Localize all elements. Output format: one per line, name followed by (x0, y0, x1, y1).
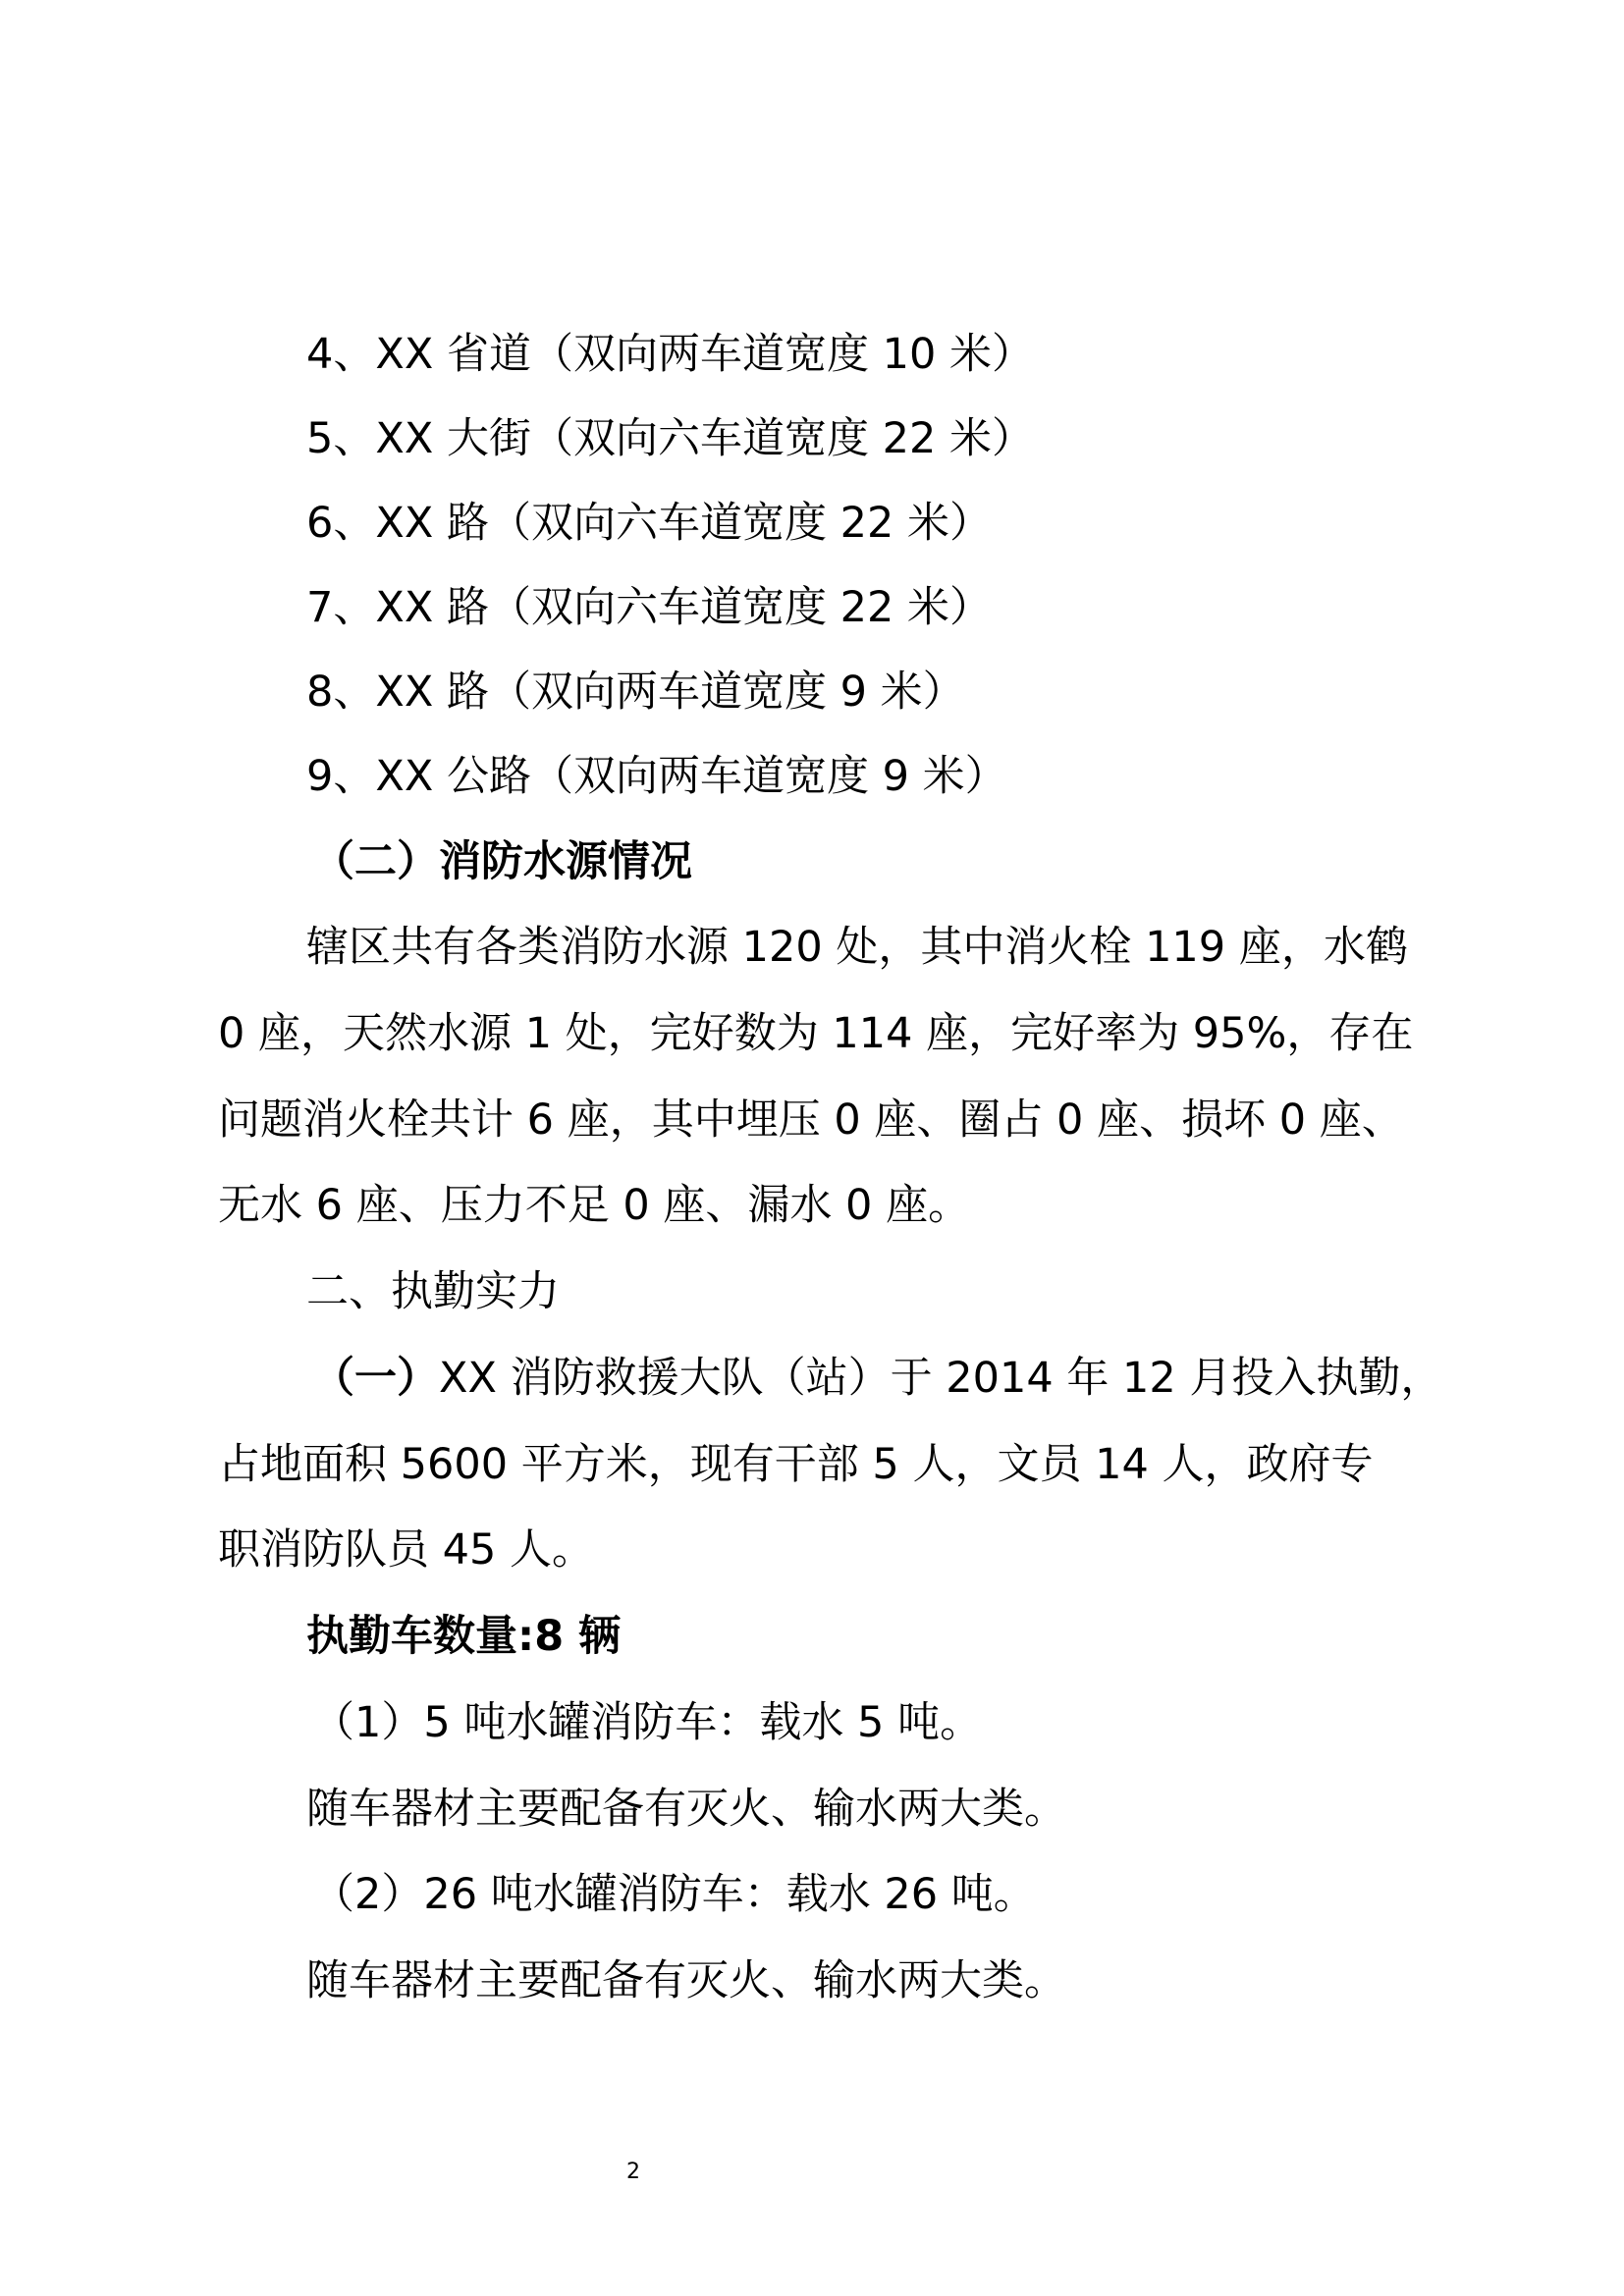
road-item: 7、XX 路（双向六车道宽度 22 米） (306, 583, 992, 632)
road-item: 6、XX 路（双向六车道宽度 22 米） (306, 499, 992, 548)
vehicle-equipment: 随车器材主要配备有灭火、输水两大类。 (306, 1785, 1066, 1834)
unit-prefix: （一） (312, 1354, 439, 1403)
road-item: 5、XX 大街（双向六车道宽度 22 米） (306, 414, 1034, 463)
unit-text: XX 消防救援大队（站）于 2014 年 12 月投入执勤， (439, 1354, 1443, 1403)
section-heading-duty: 二、执勤实力 (306, 1267, 560, 1316)
paragraph-line: 0 座，天然水源 1 处，完好数为 114 座，完好率为 95%，存在 (218, 1009, 1414, 1058)
vehicle-item: （2）26 吨水罐消防车：载水 26 吨。 (312, 1870, 1036, 1919)
paragraph-line: 无水 6 座、压力不足 0 座、漏水 0 座。 (218, 1181, 971, 1230)
section-heading-water-source: （二）消防水源情况 (312, 837, 692, 886)
paragraph-line: 职消防队员 45 人。 (218, 1525, 595, 1575)
page-number: 2 (626, 2160, 640, 2184)
road-item: 4、XX 省道（双向两车道宽度 10 米） (306, 330, 1034, 379)
paragraph-line (312, 1354, 1443, 1403)
vehicle-item: （1）5 吨水罐消防车：载水 5 吨。 (312, 1698, 983, 1747)
road-item: 8、XX 路（双向两车道宽度 9 米） (306, 667, 965, 717)
road-item: 9、XX 公路（双向两车道宽度 9 米） (306, 752, 1007, 801)
paragraph-line: 辖区共有各类消防水源 120 处，其中消火栓 119 座，水鹤 (306, 923, 1408, 972)
paragraph-line: 问题消火栓共计 6 座，其中埋压 0 座、圈占 0 座、损坏 0 座、 (218, 1095, 1404, 1145)
vehicle-count-heading: 执勤车数量:8 辆 (306, 1612, 622, 1661)
vehicle-equipment: 随车器材主要配备有灭火、输水两大类。 (306, 1956, 1066, 2005)
paragraph-line: 占地面积 5600 平方米，现有干部 5 人，文员 14 人，政府专 (218, 1440, 1374, 1489)
